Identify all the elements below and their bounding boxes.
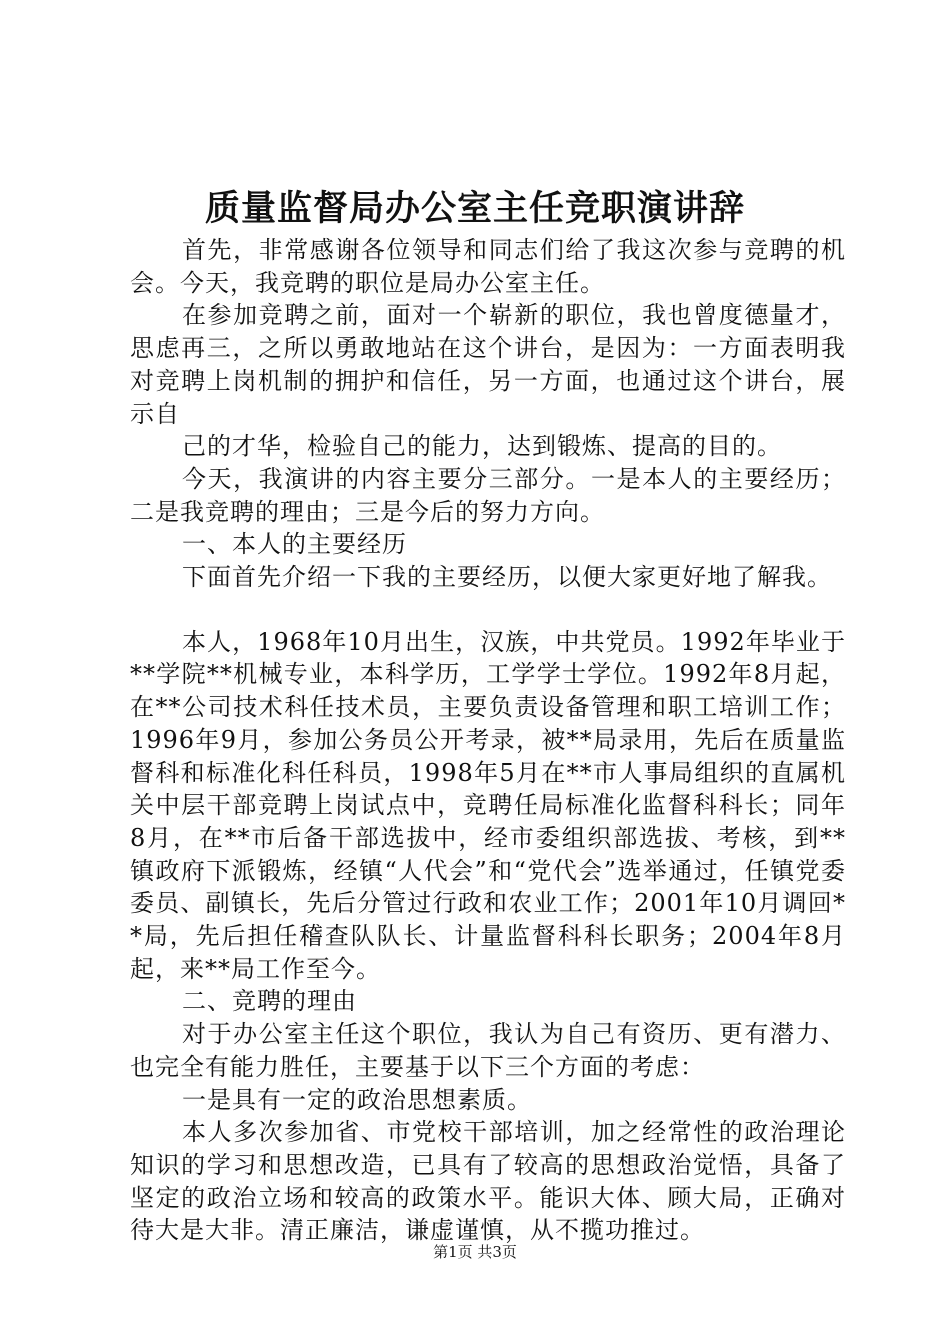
paragraph: 本人，1968年10月出生，汉族，中共党员。1992年毕业于**学院**机械专业，本科学历，工学学士学位。1992年8月起，在**公司技术科任技术员，主要负责设备管理和职工培训工作；1996年9月，参加公务员公开考录，被**局录用，先后在质量监督科和标准化科任科员，1998年5月在**市人事局组织的直属机关中层干部竞聘上岗试点中，竞聘任局标准化监督科科长；同年8月，在**市后备干部选拔中，经市委组织部选拔、考核，到**镇政府下派锻炼，经镇“人代会”和“党代会”选举通过，任镇党委委员、副镇长，先后分管过行政和农业工作；2001年10月调回**局，先后担任稽查队队长、计量监督科科长职务；2004年8月起，来**局工作至今。 bbox=[130, 627, 846, 983]
paragraph: 己的才华，检验自己的能力，达到锻炼、提高的目的。 bbox=[182, 432, 782, 461]
paragraph: 下面首先介绍一下我的主要经历，以便大家更好地了解我。 bbox=[182, 563, 832, 592]
paragraph: 本人多次参加省、市党校干部培训，加之经常性的政治理论知识的学习和思想改造，已具有了较高的思想政治觉悟，具备了坚定的政治立场和较高的政策水平。能识大体、顾大局，正确对待大是大非。清正廉洁，谦虚谨慎，从不揽功推过。 bbox=[130, 1118, 846, 1245]
paragraph: 一是具有一定的政治思想素质。 bbox=[182, 1085, 532, 1114]
document-title: 质量监督局办公室主任竞职演讲辞 bbox=[204, 188, 745, 229]
paragraph: 对于办公室主任这个职位，我认为自己有资历、更有潜力、也完全有能力胜任，主要基于以下三个方面的考虑： bbox=[130, 1020, 846, 1081]
paragraph: 首先，非常感谢各位领导和同志们给了我这次参与竞聘的机会。今天，我竞聘的职位是局办公室主任。 bbox=[130, 236, 846, 297]
page-number-footer: 第1页 共3页 bbox=[433, 1243, 517, 1261]
section-heading: 一、本人的主要经历 bbox=[182, 530, 407, 559]
section-heading: 二、竞聘的理由 bbox=[182, 987, 357, 1016]
paragraph: 在参加竞聘之前，面对一个崭新的职位，我也曾度德量才，思虑再三，之所以勇敢地站在这个讲台，是因为：一方面表明我对竞聘上岗机制的拥护和信任，另一方面，也通过这个讲台，展示自 bbox=[130, 301, 846, 428]
document-body bbox=[130, 234, 846, 1247]
paragraph: 今天，我演讲的内容主要分三部分。一是本人的主要经历；二是我竞聘的理由；三是今后的努力方向。 bbox=[130, 464, 846, 526]
